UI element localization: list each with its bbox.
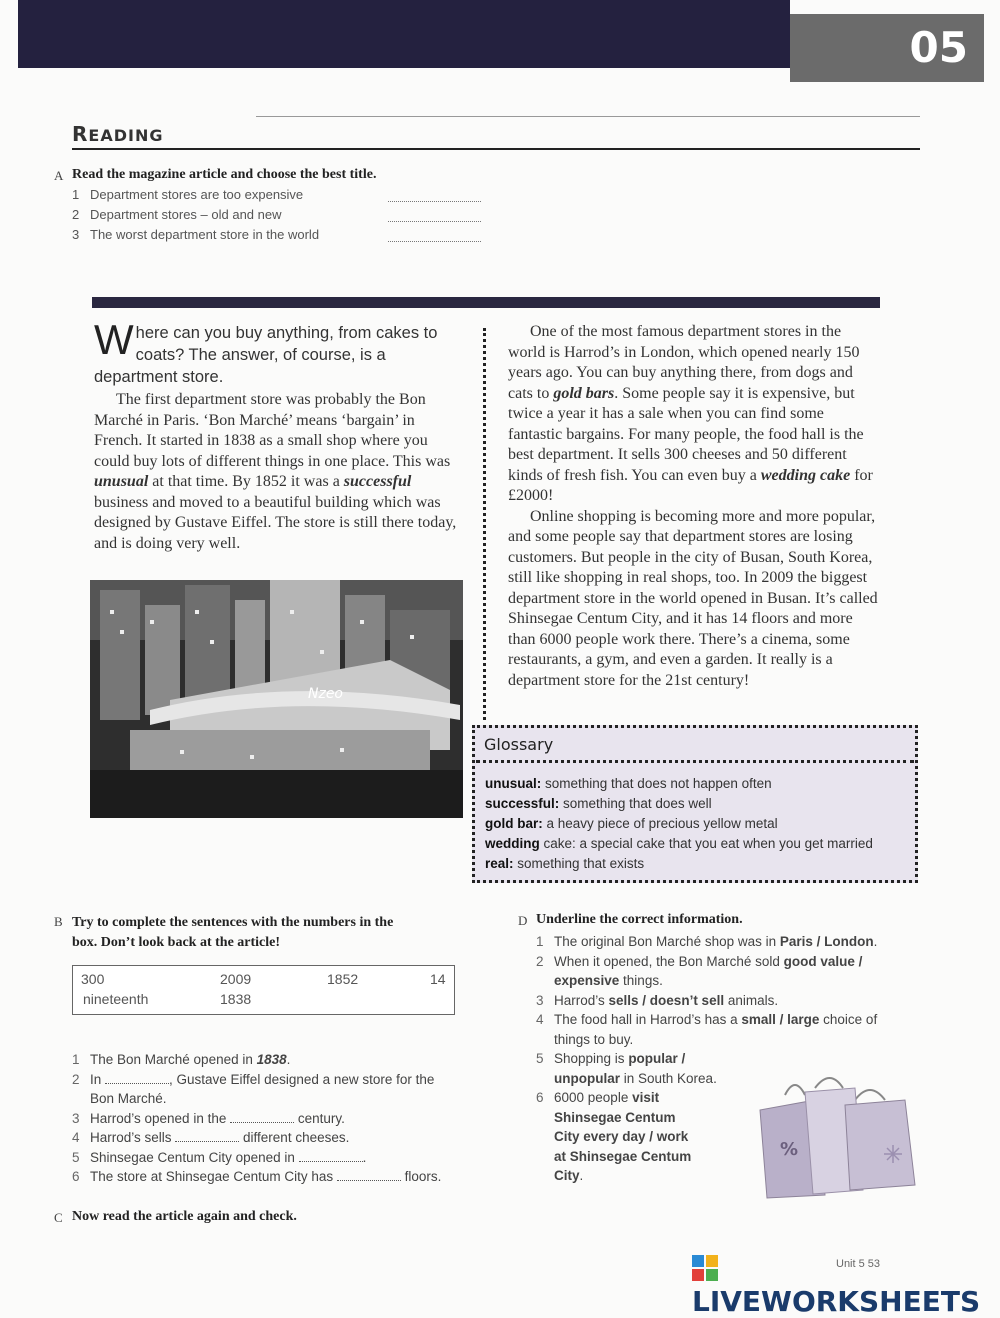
box-number: 300 bbox=[81, 971, 105, 987]
choice-item: expensive things. bbox=[554, 973, 663, 988]
exercise-b-letter: B bbox=[54, 914, 63, 929]
sentence: 1 The Bon Marché opened in 1838. bbox=[72, 1052, 291, 1067]
sentence: 4 Harrod’s sells different cheeses. bbox=[72, 1130, 350, 1145]
unit-number: 05 bbox=[909, 23, 968, 72]
choice-item: 6 6000 people visit bbox=[536, 1090, 660, 1105]
choice-item: things to buy. bbox=[554, 1031, 634, 1047]
answer-blank[interactable] bbox=[388, 209, 481, 222]
option-row: 3 The worst department store in the world bbox=[72, 227, 492, 247]
box-number: 1838 bbox=[220, 991, 252, 1007]
answer-blank[interactable] bbox=[230, 1110, 294, 1123]
answer-blank[interactable] bbox=[175, 1129, 239, 1142]
svg-text:%: % bbox=[780, 1139, 799, 1160]
box-number: 14 bbox=[430, 971, 446, 987]
exercise-d-instruction: Underline the correct information. bbox=[536, 912, 743, 927]
glossary-item: gold bar: a heavy piece of precious yellow metal bbox=[485, 816, 778, 831]
choice-options[interactable]: popular / bbox=[628, 1051, 686, 1066]
exercise-b-instruction: Try to complete the sentences with the numbers in the box. Don’t look back at the article! bbox=[72, 915, 394, 950]
liveworksheets-logo: LIVEWORKSHEETS bbox=[692, 1252, 1000, 1318]
exercise-a-options bbox=[72, 187, 492, 247]
answer-blank[interactable] bbox=[105, 1071, 169, 1084]
choice-options[interactable]: sells / doesn’t sell bbox=[608, 992, 725, 1008]
city-photo bbox=[90, 580, 463, 818]
answer-blank[interactable] bbox=[299, 1149, 363, 1162]
glossary-rule bbox=[476, 760, 914, 763]
article-paragraph: The first department store was probably the Bon Marché in Paris. ‘Bon Marché’ means ‘bargain’ in French. It started in 1838 as a small shop where you could buy lots of different things in one place. This was unusual at that time. By 1852 it was a successful business and moved to a beautiful building which was designed by Gustave Eiffel. The store is still there today, and is doing very well. bbox=[94, 391, 457, 552]
city-night-image bbox=[90, 580, 463, 818]
option-row: 2 Department stores – old and new bbox=[72, 207, 492, 227]
exercise-a-letter: A bbox=[54, 168, 64, 183]
top-banner bbox=[18, 0, 790, 68]
answer-blank[interactable] bbox=[388, 189, 481, 202]
sentence: 2 In , Gustave Eiffel designed a new store for the bbox=[72, 1071, 435, 1087]
photo-sign: Nzeo bbox=[308, 686, 343, 702]
exercise-a-instruction: Read the magazine article and choose the best title. bbox=[72, 167, 377, 182]
logo-grid-icon bbox=[692, 1255, 718, 1281]
choice-item: Shinsegae Centum bbox=[554, 1109, 676, 1125]
article-top-bar bbox=[92, 297, 880, 308]
article-paragraph: Online shopping is becoming more and more popular, and some people say that department stores are losing customers. But people in the city of Busan, South Korea, still like shopping in real shops, too. In 2009 the biggest department store in the world opened in Busan. It’s called Shinsegae Centum City, and it has 14 floors and more than 6000 people work there. There’s a cinema, some restaurants, a gym, and even a garden. It really is a department store for the 21st century! bbox=[508, 507, 878, 689]
number-box bbox=[72, 965, 455, 1015]
sentence: 6 The store at Shinsegae Centum City has floors. bbox=[72, 1169, 442, 1184]
choice-options[interactable]: Paris / London bbox=[779, 934, 874, 949]
heading-rule bbox=[72, 148, 920, 150]
choice-item: 1 The original Bon Marché shop was in Paris / London. bbox=[536, 934, 878, 949]
shopping-bags-illustration bbox=[755, 1070, 925, 1200]
choice-options[interactable]: good value / bbox=[783, 953, 863, 969]
article-right-column bbox=[508, 322, 880, 691]
section-heading: READING bbox=[72, 122, 164, 146]
shopping-bags-icon bbox=[755, 1070, 925, 1200]
choice-options[interactable]: unpopular bbox=[554, 1070, 620, 1086]
choice-item: 4 The food hall in Harrod’s has a small / large choice of bbox=[536, 1012, 878, 1027]
choice-item: unpopular in South Korea. bbox=[554, 1070, 717, 1086]
option-row: 1 Department stores are too expensive bbox=[72, 187, 492, 207]
choice-options[interactable]: small / large bbox=[741, 1012, 820, 1027]
divider bbox=[256, 116, 920, 117]
box-number: nineteenth bbox=[83, 991, 149, 1007]
article-paragraph: One of the most famous department stores in the world is Harrod’s in London, which opened nearly 150 years ago. You can buy anything there, from dogs and cats to gold bars. Some people say it is expensive, but twice a year it has a sale when you can find some fantastic bargains. For many people, the food hall is the best department. It sells 300 cheeses and 50 different kinds of fresh fish. You can even buy a wedding cake for £2000! bbox=[508, 323, 873, 504]
glossary-item: successful: something that does well bbox=[485, 796, 712, 811]
choice-item: City. bbox=[554, 1168, 584, 1183]
choice-options[interactable]: visit bbox=[632, 1090, 660, 1105]
column-divider bbox=[483, 328, 486, 720]
choice-item: at Shinsegae Centum bbox=[554, 1148, 692, 1164]
sentence: Bon Marché. bbox=[90, 1091, 167, 1106]
choice-options[interactable]: City every day / work bbox=[554, 1129, 689, 1144]
page-reference: Unit 5 53 bbox=[836, 1258, 881, 1270]
article-left-column bbox=[94, 316, 466, 554]
choice-item: 5 Shopping is popular / bbox=[536, 1051, 686, 1066]
sentence: 3 Harrod’s opened in the century. bbox=[72, 1110, 345, 1126]
exercise-c-instruction: Now read the article again and check. bbox=[72, 1209, 297, 1224]
glossary-item: unusual: something that does not happen often bbox=[485, 776, 772, 791]
sentence: 5 Shinsegae Centum City opened in . bbox=[72, 1149, 367, 1165]
choice-item: 3 Harrod’s sells / doesn’t sell animals. bbox=[536, 992, 779, 1008]
exercise-d-letter: D bbox=[518, 913, 528, 928]
box-number: 2009 bbox=[220, 971, 252, 987]
exercise-c-letter: C bbox=[54, 1210, 63, 1225]
glossary-title: Glossary bbox=[484, 735, 554, 754]
box-number: 1852 bbox=[327, 971, 359, 987]
drop-cap: W bbox=[94, 316, 134, 363]
glossary-list bbox=[485, 774, 910, 874]
answer-blank[interactable] bbox=[337, 1168, 401, 1181]
exercise-b-sentences bbox=[72, 1050, 472, 1187]
article-lead: Where can you buy anything, from cakes to coats? The answer, of course, is a department store. bbox=[94, 316, 438, 386]
answer-blank[interactable] bbox=[388, 229, 481, 242]
glossary-item: wedding cake: a special cake that you eat when you get married bbox=[485, 836, 873, 851]
glossary-item: real: something that exists bbox=[485, 856, 645, 871]
choice-item: 2 When it opened, the Bon Marché sold good value / bbox=[536, 953, 863, 969]
choice-options[interactable]: expensive bbox=[554, 973, 620, 988]
